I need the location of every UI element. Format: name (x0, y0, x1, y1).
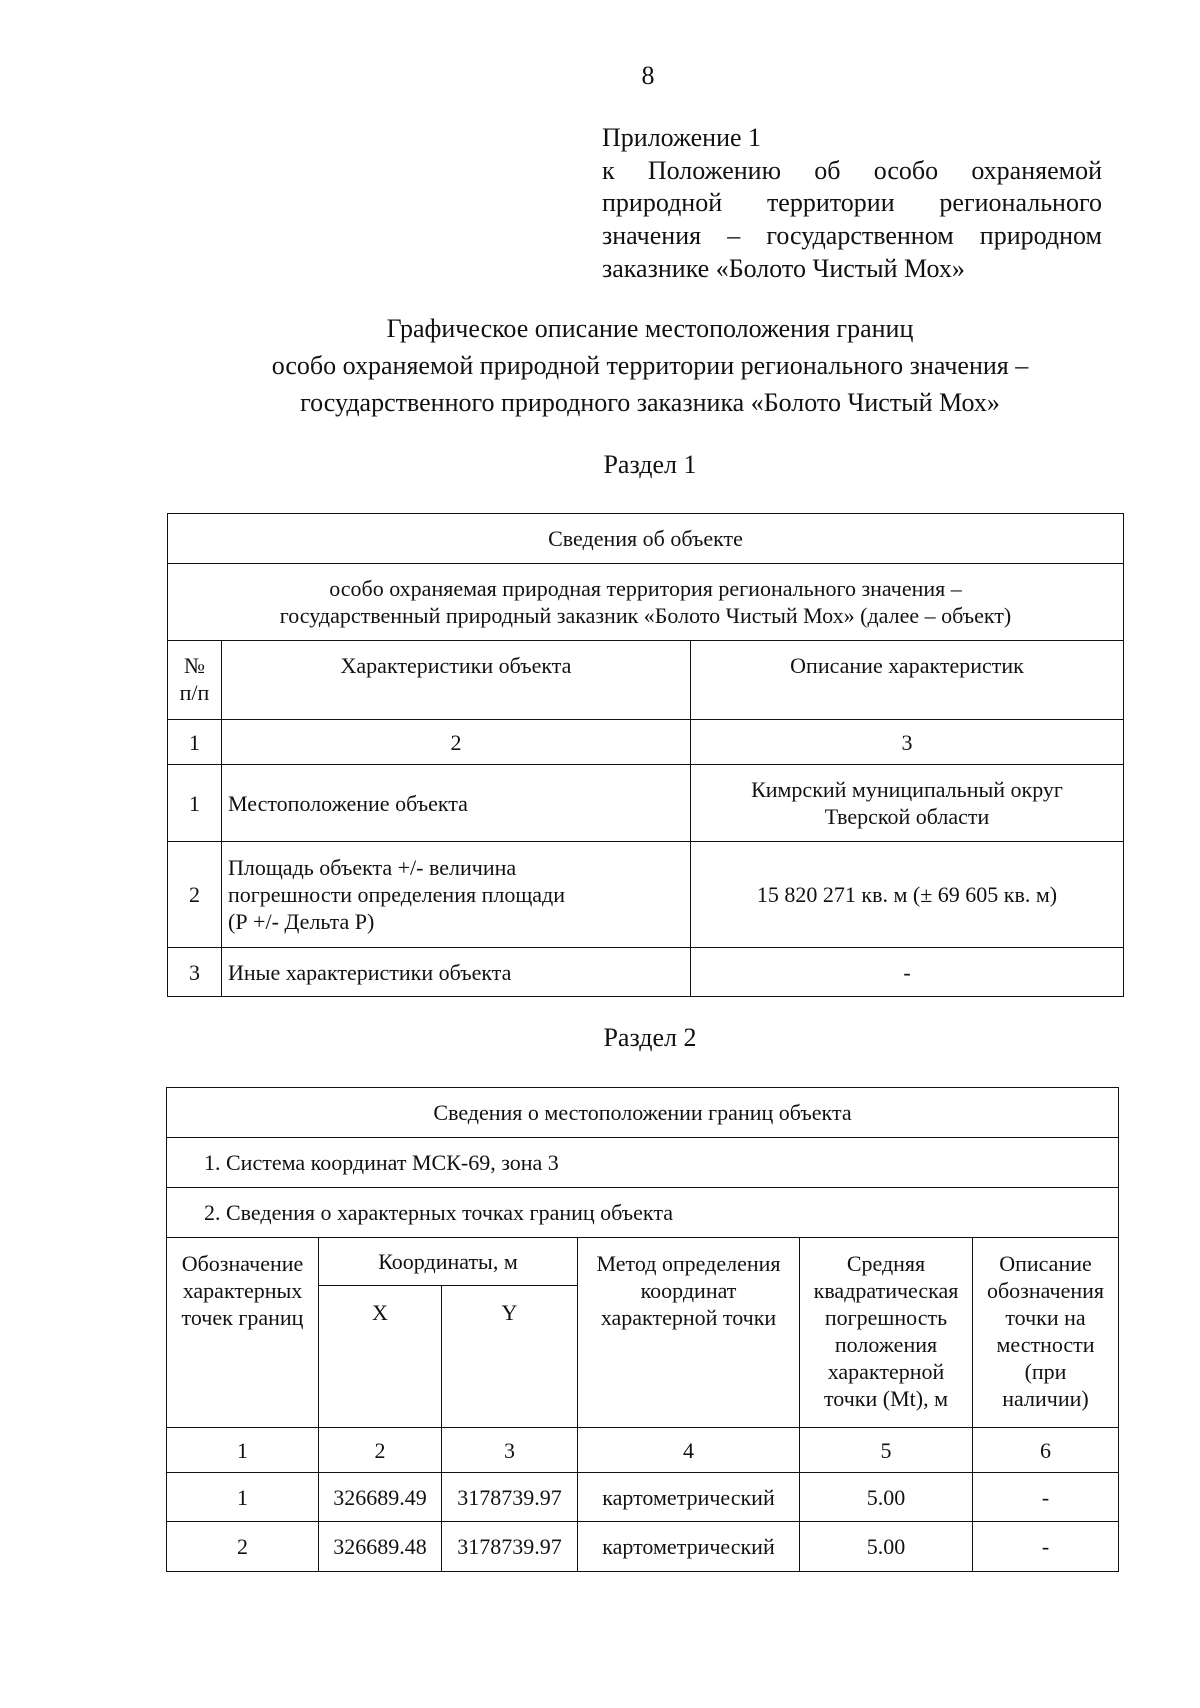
table-row (168, 842, 1124, 948)
header-error-line: квадратическая (813, 1278, 959, 1303)
header-description: Описание характеристик (691, 641, 1124, 720)
header-coordinates: Координаты, м (319, 1238, 578, 1286)
header-marking (973, 1238, 1119, 1428)
error-cell: 5.00 (800, 1473, 973, 1522)
column-number: 3 (691, 720, 1124, 765)
characteristic-line: (Р +/- Дельта Р) (228, 909, 375, 934)
header-method (578, 1238, 800, 1428)
header-method-line: Метод определения (596, 1251, 781, 1276)
header-error (800, 1238, 973, 1428)
column-number: 3 (442, 1428, 578, 1473)
points-caption: 2. Сведения о характерных точках границ объекта (167, 1188, 1119, 1238)
header-characteristic: Характеристики объекта (222, 641, 691, 720)
characteristic-line: Площадь объекта +/- величина (228, 855, 517, 880)
object-name-cell (168, 564, 1124, 641)
header-marking-line: наличии) (1002, 1386, 1089, 1411)
row-number: 2 (168, 842, 222, 948)
description-cell (691, 948, 1124, 997)
object-name-line: особо охраняемая природная территория регионального значения – (329, 576, 962, 601)
appendix-block (602, 122, 1102, 286)
appendix-line: заказнике «Болото Чистый Мох» (602, 253, 965, 283)
row-number: 3 (168, 948, 222, 997)
characteristic-cell (222, 842, 691, 948)
appendix-line: значения – государственном природном (602, 221, 1102, 251)
row-number: 1 (168, 765, 222, 842)
error-cell: 5.00 (800, 1522, 973, 1572)
appendix-line: природной территории регионального (602, 188, 1102, 218)
header-num (168, 641, 222, 720)
points-caption-row (167, 1188, 1119, 1238)
description-line: 15 820 271 кв. м (± 69 605 кв. м) (756, 882, 1058, 907)
point-cell: 1 (167, 1473, 319, 1522)
column-number: 2 (319, 1428, 442, 1473)
header-error-line: характерной (827, 1359, 945, 1384)
column-number: 1 (168, 720, 222, 765)
description-cell (691, 765, 1124, 842)
table-caption: Сведения об объекте (168, 514, 1124, 564)
header-num-line: № (184, 653, 205, 678)
header-point-line: точек границ (181, 1305, 304, 1330)
page-number: 8 (641, 61, 655, 90)
marking-cell: - (973, 1522, 1119, 1572)
section-2-title: Раздел 2 (603, 1023, 697, 1052)
heading-line: особо охраняемой природной территории регионального значения – (271, 351, 1029, 380)
header-method-line: характерной точки (600, 1305, 777, 1330)
x-cell: 326689.49 (319, 1473, 442, 1522)
section-1-title: Раздел 1 (603, 450, 697, 479)
column-number: 5 (800, 1428, 973, 1473)
x-cell: 326689.48 (319, 1522, 442, 1572)
header-point (167, 1238, 319, 1428)
header-error-line: Средняя (846, 1251, 926, 1276)
column-number-row (167, 1428, 1119, 1473)
table-caption-row (168, 514, 1124, 564)
header-point-line: Обозначение (181, 1251, 304, 1276)
description-line: Кимрский муниципальный округ (751, 777, 1063, 802)
column-number: 1 (167, 1428, 319, 1473)
header-y: Y (442, 1286, 578, 1428)
table-row (168, 948, 1124, 997)
column-number-row (168, 720, 1124, 765)
header-marking-line: (при (1024, 1359, 1067, 1384)
method-cell: картометрический (578, 1522, 800, 1572)
table-caption-row (167, 1088, 1119, 1138)
boundary-points-table (166, 1087, 1119, 1572)
table-header-row (167, 1238, 1119, 1286)
object-name-line: государственный природный заказник «Болото Чистый Мох» (далее – объект) (279, 603, 1012, 628)
y-cell: 3178739.97 (442, 1473, 578, 1522)
characteristic-line: Местоположение объекта (228, 790, 468, 816)
coordinate-system: 1. Система координат МСК-69, зона 3 (167, 1138, 1119, 1188)
characteristic-cell (222, 765, 691, 842)
description-line: - (903, 959, 911, 985)
header-x: X (319, 1286, 442, 1428)
column-number: 2 (222, 720, 691, 765)
table-header-row (168, 641, 1124, 720)
object-info-table (167, 513, 1124, 997)
header-marking-line: местности (996, 1332, 1095, 1357)
heading-line: государственного природного заказника «Болото Чистый Мох» (300, 388, 1000, 417)
heading-line: Графическое описание местоположения границ (386, 314, 914, 343)
table-row (167, 1522, 1119, 1572)
table-caption: Сведения о местоположении границ объекта (167, 1088, 1119, 1138)
appendix-title: Приложение 1 (602, 123, 762, 152)
header-error-line: точки (Mt), м (823, 1386, 949, 1411)
table-row (167, 1473, 1119, 1522)
document-heading (150, 310, 1150, 421)
marking-cell: - (973, 1473, 1119, 1522)
table-row (168, 765, 1124, 842)
point-cell: 2 (167, 1522, 319, 1572)
column-number: 6 (973, 1428, 1119, 1473)
characteristic-line: Иные характеристики объекта (228, 959, 512, 985)
header-marking-line: Описание (999, 1251, 1092, 1276)
description-line: Тверской области (824, 804, 990, 829)
header-marking-line: обозначения (986, 1278, 1105, 1303)
object-name-row (168, 564, 1124, 641)
characteristic-cell (222, 948, 691, 997)
characteristic-line: погрешности определения площади (228, 882, 566, 907)
description-cell (691, 842, 1124, 948)
header-num-line: п/п (179, 680, 210, 705)
appendix-line: к Положению об особо охраняемой (602, 155, 1102, 185)
method-cell: картометрический (578, 1473, 800, 1522)
coordinate-system-row (167, 1138, 1119, 1188)
y-cell: 3178739.97 (442, 1522, 578, 1572)
header-error-line: погрешность (824, 1305, 948, 1330)
header-method-line: координат (640, 1278, 737, 1303)
header-error-line: положения (834, 1332, 938, 1357)
header-point-line: характерных (182, 1278, 303, 1303)
header-marking-line: точки на (1005, 1305, 1086, 1330)
column-number: 4 (578, 1428, 800, 1473)
